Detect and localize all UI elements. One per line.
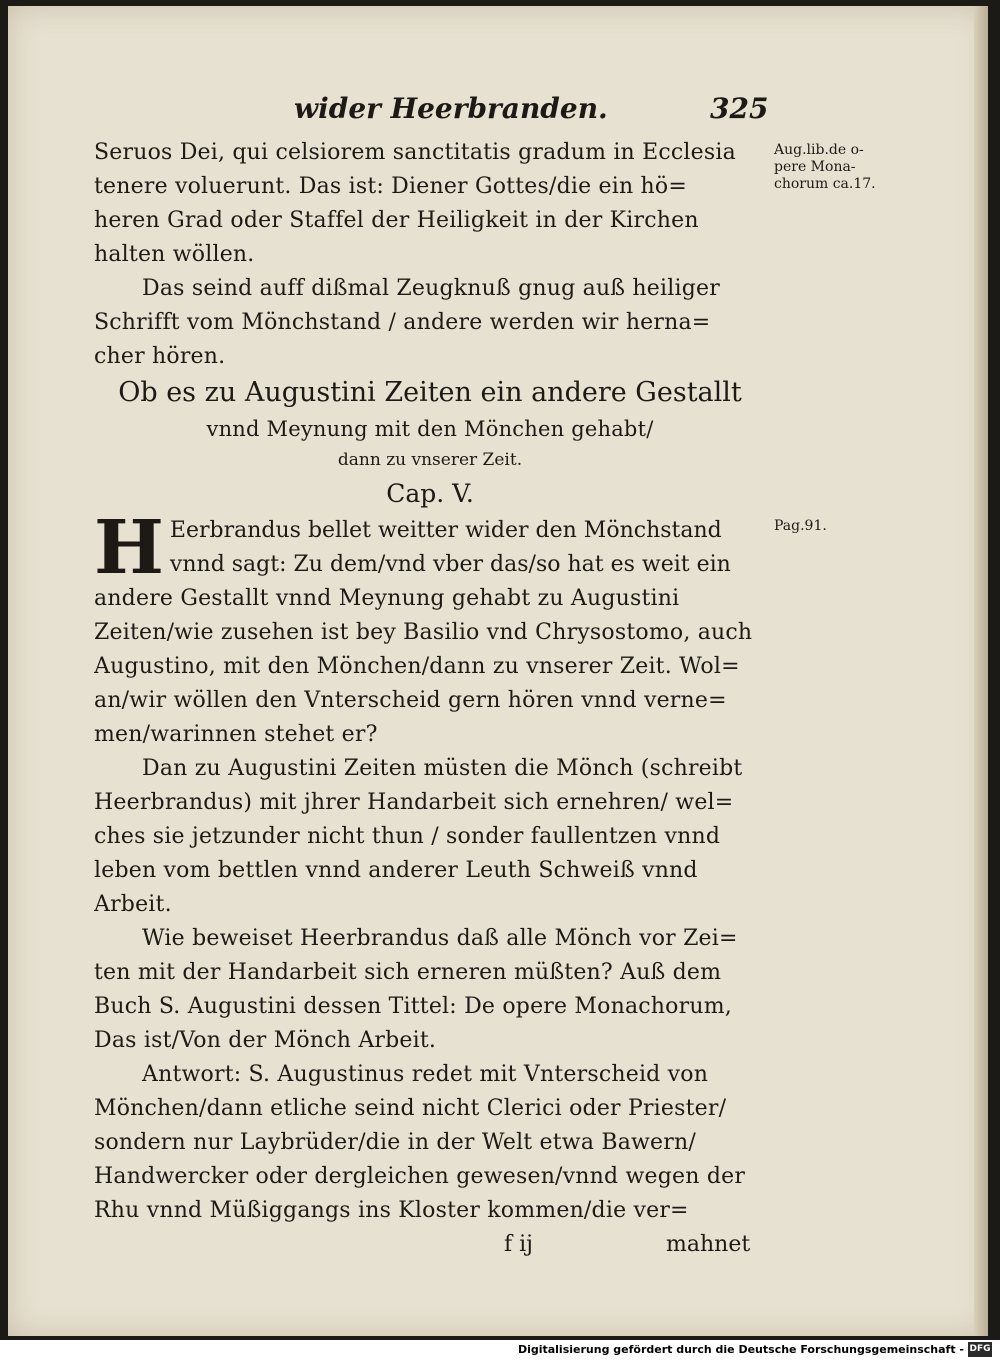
text-line: Mönchen/dann etliche seind nicht Clerici oder Priester/ xyxy=(94,1096,727,1121)
text-line: men/warinnen stehet er? xyxy=(94,722,378,747)
text-line: Wie beweiset Heerbrandus daß alle Mönch vor Zei= xyxy=(142,926,738,951)
margin-note-line: Aug.lib.de o- xyxy=(774,142,864,158)
margin-note-augustine xyxy=(774,142,904,193)
section-heading-line-1: Ob es zu Augustini Zeiten ein andere Gestallt xyxy=(118,377,742,408)
text-line: heren Grad oder Staffel der Heiligkeit in der Kirchen xyxy=(94,208,699,233)
drop-cap: H xyxy=(94,505,164,591)
text-line: vnnd sagt: Zu dem/vnd vber das/so hat es weit ein xyxy=(169,552,731,577)
text-line: Arbeit. xyxy=(94,892,172,917)
book-page xyxy=(8,6,988,1336)
text-line: an/wir wöllen den Vnterscheid gern hören vnnd verne= xyxy=(94,688,727,713)
text-line: Das seind auff dißmal Zeugknuß gnug auß heiliger xyxy=(142,276,720,301)
footer-bar xyxy=(0,1340,1000,1361)
page-edge xyxy=(974,6,988,1336)
body-text xyxy=(94,136,766,1262)
text-line: sondern nur Laybrüder/die in der Welt etwa Bawern/ xyxy=(94,1130,696,1155)
margin-note-line: Pag.91. xyxy=(774,518,827,534)
signature-mark: f ij xyxy=(504,1232,533,1257)
first-paragraph xyxy=(94,505,766,752)
text-line: Schrifft vom Mönchstand / andere werden wir herna= xyxy=(94,310,711,335)
text-line: Seruos Dei, qui celsiorem sanctitatis gradum in Ecclesia xyxy=(94,140,736,165)
text-line: Zeiten/wie zusehen ist bey Basilio vnd Chrysostomo, auch xyxy=(94,620,753,645)
text-line: Eerbrandus bellet weitter wider den Mönchstand xyxy=(169,518,722,543)
text-line: Rhu vnnd Müßiggangs ins Kloster kommen/die ver= xyxy=(94,1198,689,1223)
text-line: cher hören. xyxy=(94,344,226,369)
section-heading-line-3: dann zu vnserer Zeit. xyxy=(337,450,523,470)
footer-credit: Digitalisierung gefördert durch die Deutsche Forschungsgemeinschaft - xyxy=(517,1343,964,1356)
text-line: Dan zu Augustini Zeiten müsten die Mönch (schreibt xyxy=(142,756,743,781)
text-line: Augustino, mit den Mönchen/dann zu vnserer Zeit. Wol= xyxy=(94,654,740,679)
text-line: tenere voluerunt. Das ist: Diener Gottes/die ein hö= xyxy=(94,174,687,199)
text-line: Buch S. Augustini dessen Tittel: De opere Monachorum, xyxy=(94,994,732,1019)
text-line: Heerbrandus) mit jhrer Handarbeit sich ernehren/ wel= xyxy=(94,790,734,815)
margin-note-page-ref xyxy=(774,518,904,535)
margin-note-line: pere Mona- xyxy=(774,159,856,175)
text-line: leben vom bettlen vnnd anderer Leuth Schweiß vnnd xyxy=(94,858,698,883)
dfg-logo-icon: DFG xyxy=(968,1342,992,1357)
catchword: mahnet xyxy=(666,1232,751,1257)
margin-note-line: chorum ca.17. xyxy=(774,176,876,192)
running-title: wider Heerbranden. xyxy=(294,92,608,125)
text-line: ten mit der Handarbeit sich erneren müßten? Auß dem xyxy=(94,960,722,985)
text-line: andere Gestallt vnnd Meynung gehabt zu Augustini xyxy=(94,586,680,611)
text-line: Antwort: S. Augustinus redet mit Vnterscheid von xyxy=(142,1062,709,1087)
text-line: ches sie jetzunder nicht thun / sonder faullentzen vnnd xyxy=(94,824,721,849)
catchline xyxy=(94,1228,766,1262)
text-line: Handwercker oder dergleichen gewesen/vnnd wegen der xyxy=(94,1164,746,1189)
section-heading-line-2: vnnd Meynung mit den Mönchen gehabt/ xyxy=(206,417,654,441)
text-line: Das ist/Von der Mönch Arbeit. xyxy=(94,1028,437,1053)
chapter-heading: Cap. V. xyxy=(386,479,474,508)
page-number: 325 xyxy=(710,92,769,125)
text-line: halten wöllen. xyxy=(94,242,255,267)
